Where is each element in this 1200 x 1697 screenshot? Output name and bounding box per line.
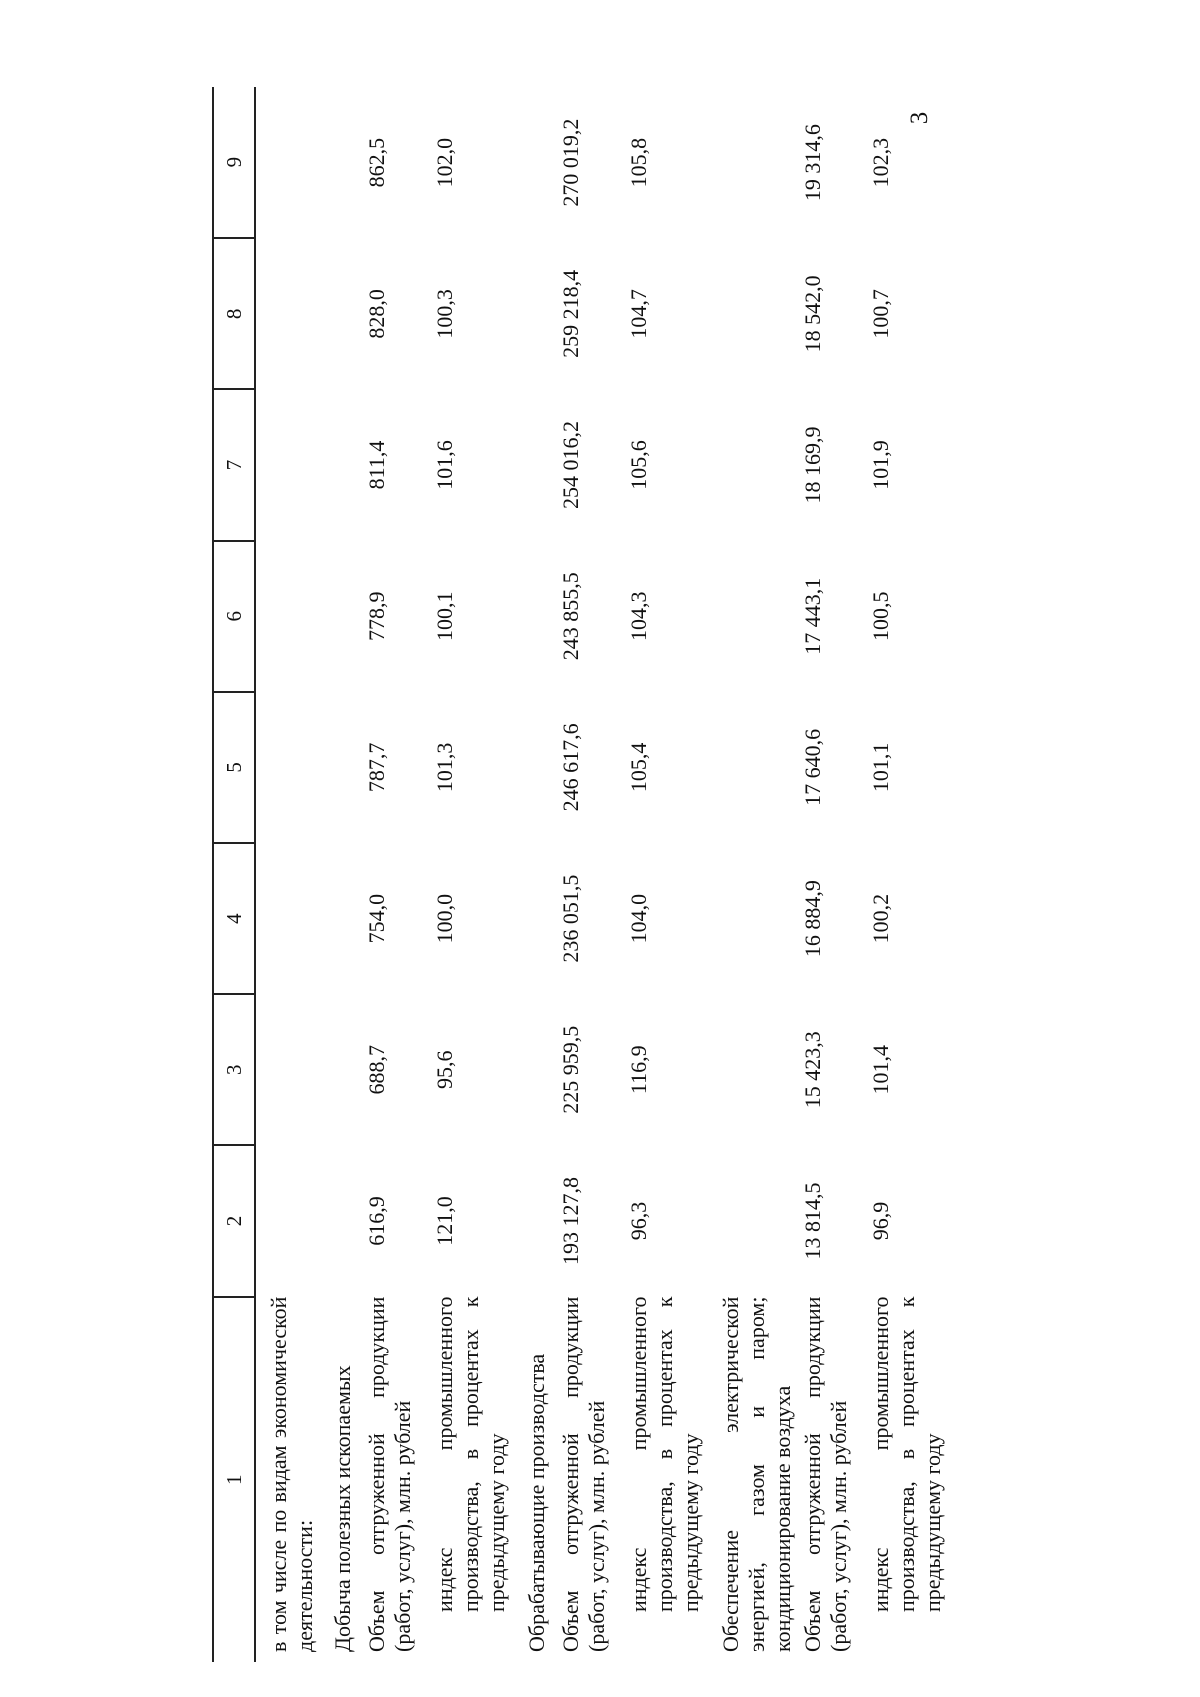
table-cell: 100,0 [432,893,457,944]
section-title: Добыча полезных ископаемых [330,1365,355,1652]
table-cell: 18 169,9 [800,426,825,504]
intro-label: в том числе по видам экономической деятельности: [266,1296,317,1652]
section-title-row [520,87,554,1662]
table-cell: 105,8 [626,137,651,188]
table-cell: 862,5 [364,137,389,188]
table-cell: 828,0 [364,289,389,339]
table-cell: 225 959,5 [558,1025,583,1114]
table-cell: 101,4 [868,1045,893,1095]
table-cell: 270 019,2 [558,118,583,207]
table-cell: 246 617,6 [558,723,583,812]
table-row [616,87,714,1662]
production-table [212,87,956,1662]
column-number: 4 [213,843,255,994]
page-number: 3 [906,111,933,125]
table-cell: 104,3 [626,591,651,641]
table-cell: 811,4 [364,440,389,490]
table-cell: 102,3 [868,137,893,188]
table-cell: 95,6 [432,1050,457,1090]
table-cell: 16 884,9 [800,880,825,958]
table-cell: 102,0 [432,137,457,188]
row-label: Объем отгруженной продукции (работ, услуг), млн. рублей [800,1296,851,1652]
section-title-row [326,87,360,1662]
intro-row [255,87,326,1662]
table-cell: 19 314,6 [800,124,825,202]
table-cell: 101,9 [868,440,893,490]
table-cell: 787,7 [364,742,389,793]
table-cell: 236 051,5 [558,874,583,963]
table-row [422,87,520,1662]
section-title: Обеспечение электрической энергией, газом и паром; кондиционирование воздуха [718,1296,795,1652]
row-label: Объем отгруженной продукции (работ, услуг), млн. рублей [558,1296,609,1652]
column-number: 9 [213,87,255,238]
column-number: 8 [213,238,255,389]
row-label: индекс промышленного производства, в процентах к предыдущему году [868,1296,945,1612]
table-cell: 100,1 [432,591,457,641]
section-title-row [714,87,796,1662]
table-cell: 96,9 [868,1201,893,1241]
table-cell: 101,1 [868,742,893,793]
table-row [554,87,616,1662]
column-number: 7 [213,389,255,540]
table-cell: 13 814,5 [800,1182,825,1260]
column-number: 6 [213,541,255,692]
table-cell: 100,3 [432,289,457,339]
table-cell: 688,7 [364,1045,389,1095]
row-label: индекс промышленного производства, в процентах к предыдущему году [432,1296,509,1612]
column-number: 2 [213,1145,255,1296]
table-cell: 101,6 [432,440,457,490]
section-title: Обрабатывающие производства [524,1353,549,1652]
table-cell: 105,6 [626,440,651,490]
table-cell: 100,5 [868,591,893,641]
table-cell: 17 443,1 [800,577,825,655]
column-number-row [213,87,255,1662]
table-cell: 17 640,6 [800,728,825,806]
table-row [360,87,422,1662]
table-cell: 101,3 [432,742,457,793]
table-cell: 100,7 [868,289,893,339]
table-row [796,87,858,1662]
table-cell: 254 016,2 [558,421,583,510]
table-cell: 616,9 [364,1196,389,1246]
table-row [858,87,956,1662]
table-cell: 100,2 [868,893,893,944]
table-cell: 754,0 [364,893,389,944]
table-cell: 259 218,4 [558,269,583,358]
table-cell: 104,0 [626,893,651,944]
table-cell: 96,3 [626,1201,651,1241]
table-cell: 105,4 [626,742,651,793]
table-cell: 193 127,8 [558,1176,583,1265]
table-cell: 778,9 [364,591,389,641]
column-number: 3 [213,994,255,1145]
table-cell: 104,7 [626,289,651,339]
table-cell: 243 855,5 [558,572,583,661]
column-number: 5 [213,692,255,843]
table-cell: 116,9 [626,1045,651,1095]
table-cell: 18 542,0 [800,275,825,353]
row-label: индекс промышленного производства, в процентах к предыдущему году [626,1296,703,1612]
column-number: 1 [213,1297,255,1662]
rotated-table-sheet [212,87,992,1662]
table-cell: 121,0 [432,1196,457,1246]
table-cell: 15 423,3 [800,1031,825,1109]
row-label: Объем отгруженной продукции (работ, услуг), млн. рублей [364,1296,415,1652]
